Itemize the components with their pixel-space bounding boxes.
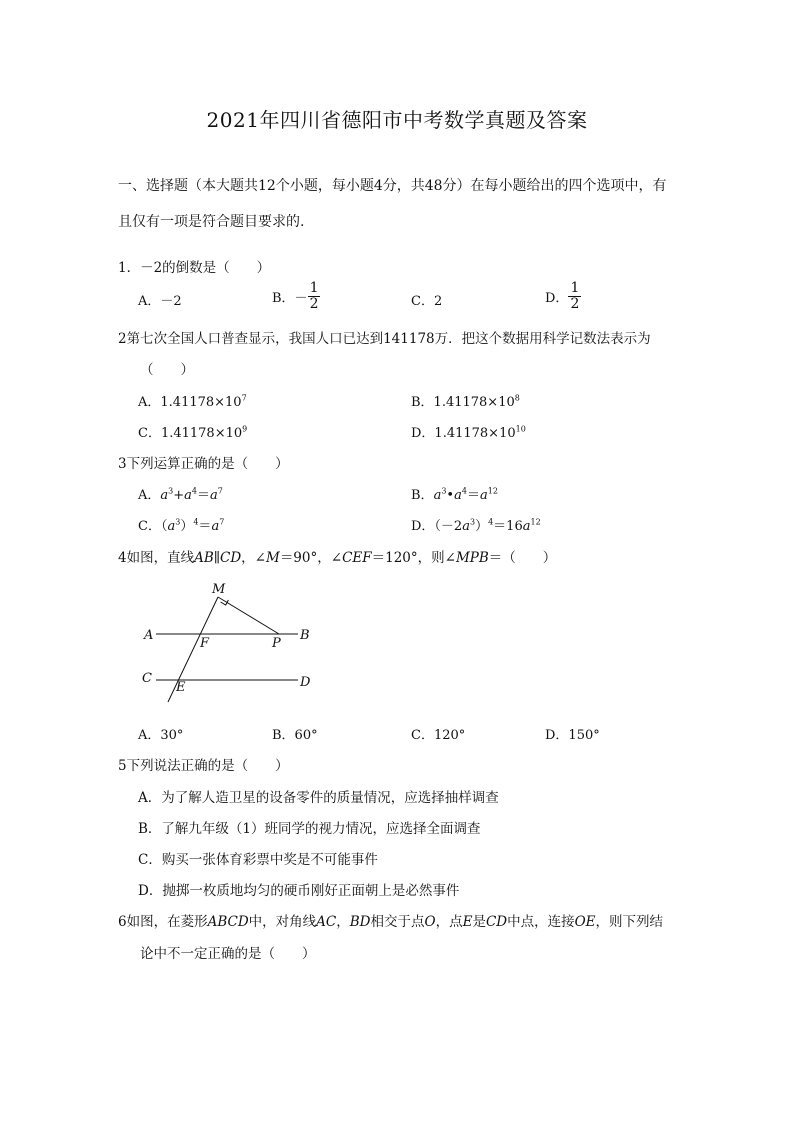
label-p: P <box>272 636 281 651</box>
question-6-stem-line2: 论中不一定正确的是（ ） <box>140 946 316 962</box>
question-2-answer-paren: （ ） <box>140 362 194 378</box>
label-e: E <box>176 680 186 695</box>
q3-option-d: D．$(-2a^3)^4=16a^{12}$ <box>411 517 541 534</box>
q5-option-a: A．为了解人造卫星的设备零件的质量情况，应选择抽样调查 <box>138 790 499 806</box>
q3-option-c: C．$(a^3)^4=a^7$ <box>138 517 225 534</box>
q2-option-d: D．$1.41178\times 10^{10}$ <box>411 424 526 441</box>
parallel-lines-figure <box>130 578 330 708</box>
q3-option-b: B．$a^3•a^4=a^{12}$ <box>411 486 498 503</box>
q4-option-c: C．120° <box>411 728 466 743</box>
q3-option-a: A．$a^3+a^4=a^7$ <box>138 486 223 503</box>
label-f: F <box>200 636 210 651</box>
q2-option-a: A．$1.41178\times 10^7$ <box>138 393 247 410</box>
q2-option-b: B．$1.41178\times 10^8$ <box>411 393 520 410</box>
q4-option-b: B．60° <box>272 728 318 743</box>
question-1-stem: 1．－2的倒数是（ ） <box>118 260 271 276</box>
question-5-stem: 5下列说法正确的是（ ） <box>118 758 289 774</box>
question-6-stem: 6如图，在菱形ABCD中，对角线AC，BD相交于点O，点E是CD中点，连接OE，则下列结 <box>118 914 664 930</box>
page-title: 2021年四川省德阳市中考数学真题及答案 <box>206 108 588 132</box>
question-2-stem: 2第七次全国人口普查显示，我国人口已达到141178万．把这个数据用科学记数法表示为 <box>118 331 651 347</box>
q1-option-d-fraction: $\frac{1}{2}$ <box>570 280 580 312</box>
section-heading-line1: 一、选择题（本大题共12个小题，每小题4分，共48分）在每小题给出的四个选项中，有 <box>118 178 667 194</box>
q5-option-b: B．了解九年级（1）班同学的视力情况，应选择全面调查 <box>138 821 481 837</box>
label-m: M <box>212 582 226 597</box>
question-4-stem: 4如图，直线AB∥CD，∠M＝90°，∠CEF＝120°，则∠MPB＝（ ） <box>118 550 557 566</box>
q1-option-b-fraction: $\frac{1}{2}$ <box>309 280 319 312</box>
label-c: C <box>142 671 152 686</box>
q4-option-d: D．150° <box>545 728 600 743</box>
label-d: D <box>300 675 311 690</box>
q1-option-d: D． $\frac{1}{2}$ <box>545 280 580 312</box>
label-a: A <box>144 628 154 643</box>
q5-option-c: C．购买一张体育彩票中奖是不可能事件 <box>138 852 378 868</box>
section-heading-line2: 且仅有一项是符合题目要求的. <box>118 214 305 230</box>
q1-option-b: B．－ $\frac{1}{2}$ <box>272 280 319 312</box>
q4-option-a: A．30° <box>138 728 184 743</box>
q2-option-c: C．$1.41178\times 10^9$ <box>138 424 248 441</box>
q1-option-a: A．－2 <box>138 294 182 309</box>
q1-option-c: C．2 <box>411 294 443 309</box>
q5-option-d: D．抛掷一枚质地均匀的硬币刚好正面朝上是必然事件 <box>138 883 460 899</box>
label-b: B <box>300 628 310 643</box>
question-3-stem: 3下列运算正确的是（ ） <box>118 456 289 472</box>
